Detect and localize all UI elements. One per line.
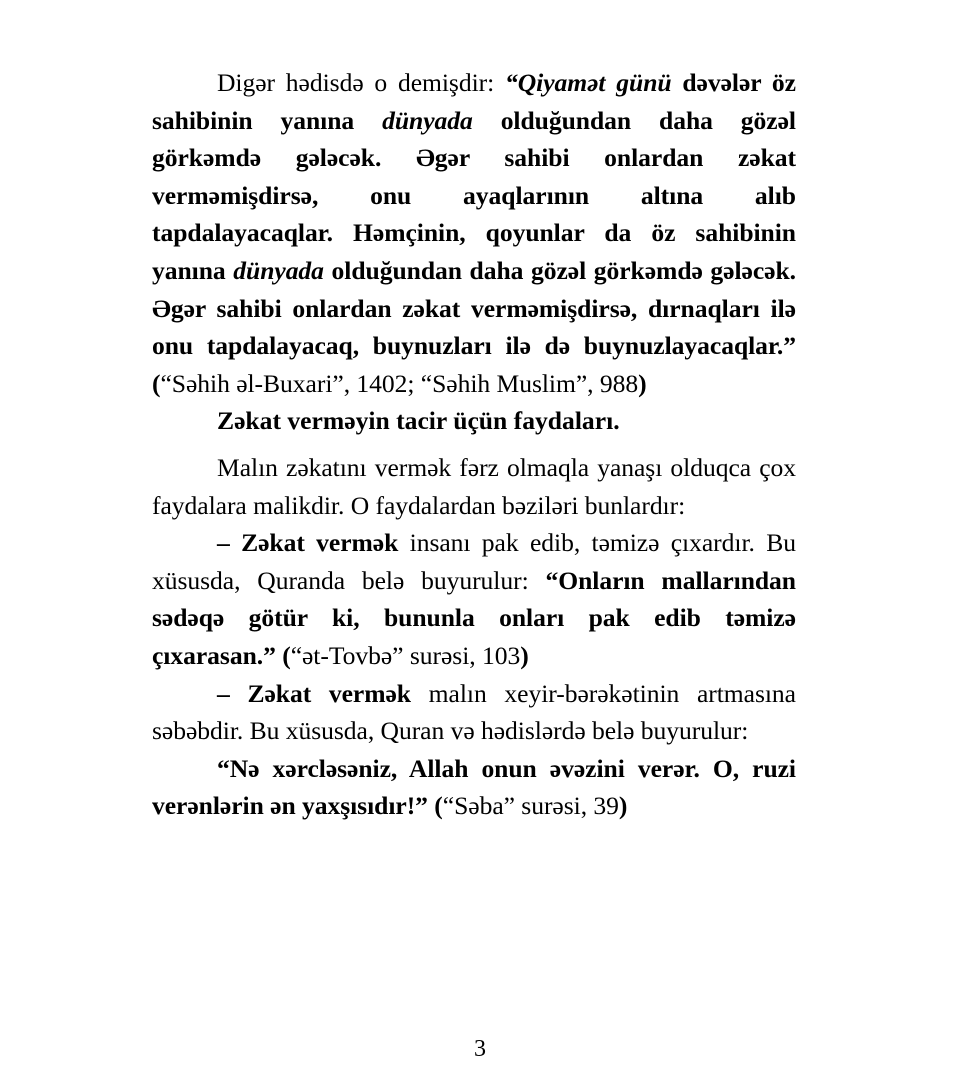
hadith-citation: “Səhih əl-Buxari”, 1402; “Səhih Muslim”, 988 (160, 368, 639, 398)
section-heading: Zəkat verməyin tacir üçün faydaları. (217, 406, 620, 436)
intro-paragraph: Malın zəkatını vermək fərz olmaqla yanaşı olduqca çox faydalara malikdir. O faydalardan bəziləri bunlardır: (152, 452, 796, 520)
hadith-paren-open: ( (152, 368, 161, 398)
quran-quote-paragraph (152, 750, 796, 825)
benefit-one-bold-lead: Zəkat vermək (241, 528, 399, 558)
quran-quote-paren-open: ( (427, 791, 443, 821)
page-number: 3 (474, 1036, 486, 1062)
hadith-lead-text: Digər hədisdə o demişdir: (217, 68, 505, 97)
text-column (152, 64, 796, 825)
benefit-one-paren-close: ) (520, 640, 529, 670)
quran-quote-paren-close: ) (618, 791, 628, 821)
hadith-quote-italic-open: “Qiyamət günü (504, 68, 672, 97)
benefit-two-bold-lead: Zəkat vermək (247, 678, 411, 708)
hadith-quote-bold-2: olduğundan daha gözəl görkəmdə gələcək. Əgər sahibi onlardan zəkat verməmişdirsə, onu ayaqlarının altına alıb tapdalayacaqlar. Həmçinin, qoyunlar da öz sahibinin yanına (152, 105, 796, 285)
benefit-one-citation: “ət-Tovbə” surəsi, 103 (290, 640, 521, 670)
benefit-two-dash: – (217, 678, 248, 708)
benefit-one-paragraph (152, 524, 796, 674)
hadith-paren-close: ) (638, 368, 647, 398)
hadith-quote-italic-2: dünyada (382, 105, 473, 135)
hadith-quote-bold-1: dəvələr öz sahibinin yanına (152, 68, 796, 135)
hadith-quote-italic-3: dünyada (233, 255, 324, 285)
benefit-two-paragraph (152, 675, 796, 750)
benefit-two-regular-text: malın xeyir-bərəkətinin artmasına səbəbdir. Bu xüsusda, Quran və hədislərdə belə buyurulur: (152, 678, 796, 746)
quran-quote-citation: “Səba” surəsi, 39 (442, 791, 619, 821)
benefit-one-paren-open: ( (275, 640, 291, 670)
hadith-quote-bold-3: olduğundan daha gözəl görkəmdə gələcək. Əgər sahibi onlardan zəkat verməmişdirsə, dırnaqları ilə onu tapdalayacaq, buynuzları ilə də buynuzlayacaqlar.” (152, 255, 796, 361)
benefit-one-quran-quote: “Onların mallarından sədəqə götür ki, bununla onları pak edib təmizə çıxarasan.” (152, 565, 796, 670)
hadith-paragraph (152, 64, 796, 402)
benefit-one-dash: – (217, 528, 242, 558)
benefit-one-regular-text: insanı pak edib, təmizə çıxardır. Bu xüsusda, Quranda belə buyurulur: (152, 528, 796, 595)
quran-quote-text: “Nə xərcləsəniz, Allah onun əvəzini verər. O, ruzi verənlərin ən yaxşısıdır!” (152, 753, 796, 821)
